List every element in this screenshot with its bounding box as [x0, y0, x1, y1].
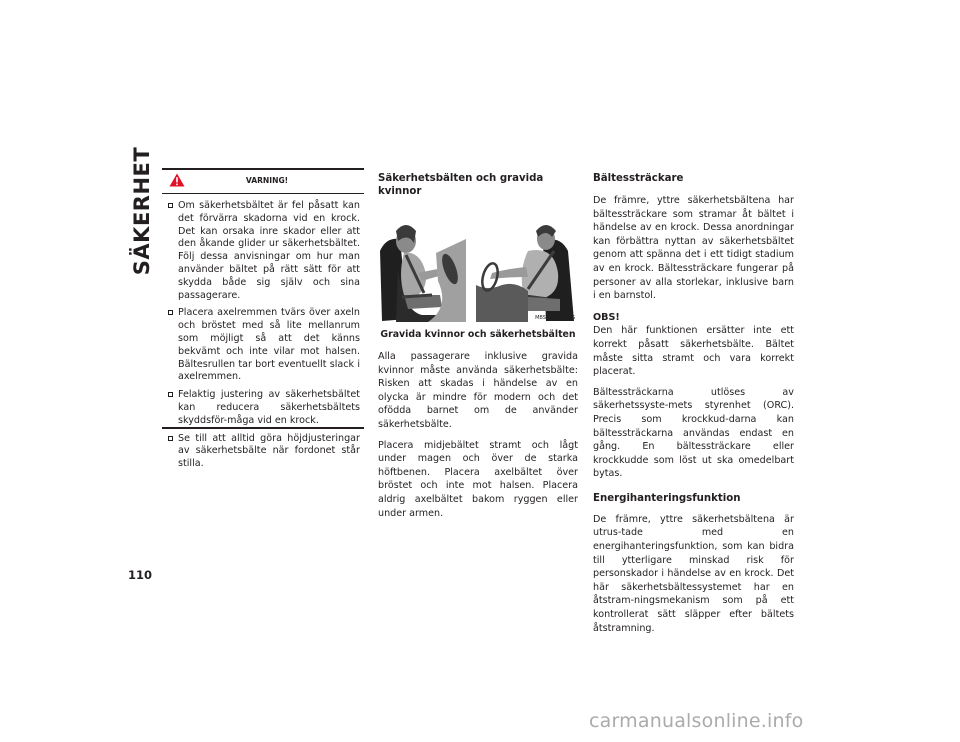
- checkbox-bullet-icon: [168, 203, 173, 208]
- warning-item-text: Felaktig justering av säkerhetsbältet kan reducera säkerhetsbältets skyddsför-måga vid en krock.: [178, 389, 360, 426]
- section-heading-pretensioners: Bältessträckare: [593, 173, 684, 184]
- warning-box: [162, 168, 364, 470]
- checkbox-bullet-icon: [168, 436, 173, 441]
- paragraph: De främre, yttre säkerhetsbältena är utrus-tade med en energihanteringsfunktion, som kan bidra till ytterligare minskad risk för personskador i händelse av en krock. Det här säkerhetsbältessystemet har en åtstram-ningsmekanism som på ett kontrollerat sätt släpper efter bältets åtstramning.: [593, 513, 794, 634]
- checkbox-bullet-icon: [168, 392, 173, 397]
- warning-item: [168, 200, 360, 302]
- section-heading-pregnant: Säkerhetsbälten och gravida kvinnor: [378, 173, 544, 197]
- warning-item: [168, 307, 360, 384]
- warning-item-text: Om säkerhetsbältet är fel påsatt kan det förvärra skadorna vid en krock. Det kan orsaka inre skador eller att den åkande glider ur säkerhetsbältet. Följ dessa anvisningar om hur man använder bältet på rätt sätt för att skydda både sig själv och sina passagerare.: [178, 200, 360, 301]
- section-tab: [128, 146, 156, 276]
- warning-item: [168, 389, 360, 427]
- warning-item: [168, 433, 360, 471]
- checkbox-bullet-icon: [168, 310, 173, 315]
- section-heading-energy-management: Energihanteringsfunktion: [593, 492, 741, 504]
- warning-item-text: Placera axelremmen tvärs över axeln och bröstet med så lite mellanrum som möjligt så att det känns bekvämt och inte vilar mot halsen. Bältesrullen tar bort eventuellt slack i axelremmen.: [178, 307, 360, 383]
- right-column: [593, 172, 794, 642]
- warning-title: VARNING!: [245, 176, 289, 185]
- warning-list: [162, 200, 364, 471]
- warning-header: [162, 170, 364, 194]
- figure-caption: Gravida kvinnor och säkerhetsbälten: [380, 329, 576, 340]
- warning-item-text: Se till att alltid göra höjdjusteringar av säkerhetsbälte när fordonet står stilla.: [178, 432, 360, 470]
- pregnant-seatbelt-illustration: [378, 211, 578, 323]
- middle-column: [378, 172, 578, 527]
- section-tab-label: SÄKERHET: [130, 146, 155, 276]
- paragraph: Placera midjebältet stramt och lågt under magen och över de starka höftbenen. Placera axelbältet över bröstet och inte mot halsen. Placera aldrig axelbältet bakom ryggen eller under armen.: [378, 439, 578, 519]
- note-label: OBS!: [593, 311, 620, 323]
- paragraph: Alla passagerare inklusive gravida kvinnor måste använda säkerhetsbälte: Risken att skadas i händelse av en olycka är mindre för modern och det ofödda barnet om de använder säkerhetsbälte.: [378, 351, 578, 430]
- page-number: 110: [128, 568, 153, 582]
- note-text: Den här funktionen ersätter inte ett korrekt påsatt säkerhetsbälte. Bältet måste sitta stramt och vara korrekt placerat.: [593, 325, 794, 378]
- paragraph: De främre, yttre säkerhetsbältena har bältessträckare som stramar åt bältet i händelse av en krock. Dessa anordningar kan förbättra nyttan av säkerhetsbältet genom att spänna det i ett tidigt stadium av en krock. Bältessträckare fungerar på personer av alla storlekar, inklusive barn i en barnstol.: [593, 195, 794, 302]
- seatbelt-illustration-graphic: [378, 211, 578, 323]
- paragraph: Bältessträckarna utlöses av säkerhetssyste-mets styrenhet (ORC). Precis som krockkud-darna kan bältessträckarna användas endast en gång. En bältessträckare eller krockkudde som löst ut ska omedelbart bytas.: [593, 386, 794, 480]
- watermark: carmanualsonline.info: [589, 710, 804, 732]
- figure-code: MBS0000007US: [535, 315, 575, 321]
